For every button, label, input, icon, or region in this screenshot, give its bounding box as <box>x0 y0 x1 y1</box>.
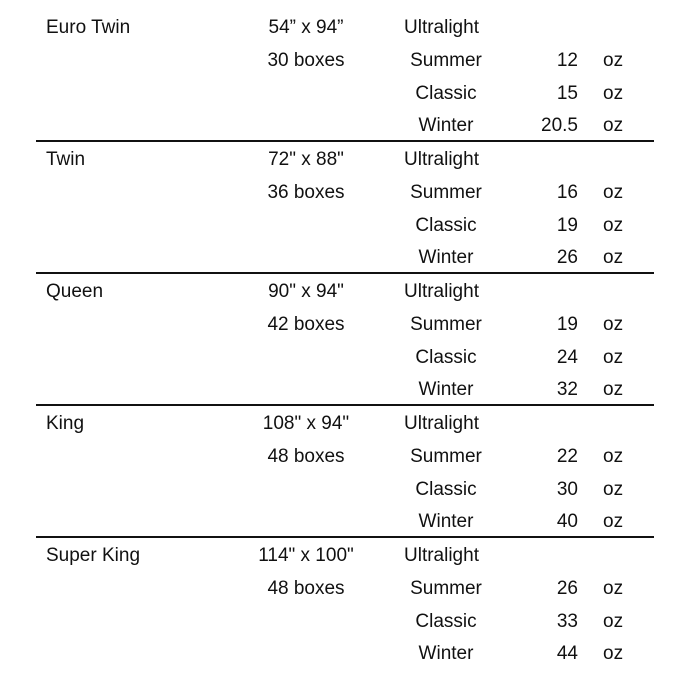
weight-name: Ultralight <box>404 17 479 38</box>
table-row <box>36 474 654 506</box>
weight-name: Ultralight <box>404 281 479 302</box>
weight-name: Classic <box>415 215 477 236</box>
table-row <box>36 242 654 274</box>
table-row <box>36 540 654 572</box>
weight-name: Ultralight <box>404 413 479 434</box>
weight-name: Summer <box>410 50 482 71</box>
weight-name: Classic <box>415 83 477 104</box>
weight-oz-value: 26 <box>556 578 578 599</box>
weight-oz-value: 12 <box>556 50 578 71</box>
table-row <box>36 110 654 142</box>
size-weight-table <box>36 10 654 670</box>
table-row <box>36 638 654 670</box>
weight-oz-unit: oz <box>603 611 624 632</box>
weight-oz-unit: oz <box>603 115 624 136</box>
size-name: Super King <box>46 545 141 566</box>
box-count: 30 boxes <box>267 50 345 71</box>
box-count: 36 boxes <box>267 182 345 203</box>
table-row <box>36 12 654 44</box>
box-count: 48 boxes <box>267 578 345 599</box>
weight-oz-value: 33 <box>556 611 578 632</box>
weight-name: Ultralight <box>404 149 479 170</box>
weight-oz-unit: oz <box>603 511 624 532</box>
weight-name: Winter <box>418 115 474 136</box>
weight-name: Summer <box>410 446 482 467</box>
weight-oz-value: 19 <box>556 314 578 335</box>
size-block-super-king <box>36 538 654 670</box>
table-row <box>36 374 654 406</box>
size-block-king <box>36 406 654 538</box>
weight-oz-unit: oz <box>603 578 624 599</box>
weight-oz-unit: oz <box>603 314 624 335</box>
weight-oz-value: 24 <box>556 347 578 368</box>
table-row <box>36 606 654 638</box>
weight-oz-unit: oz <box>603 182 624 203</box>
weight-name: Ultralight <box>404 545 479 566</box>
weight-oz-value: 30 <box>556 479 578 500</box>
dimensions: 114" x 100" <box>258 545 354 566</box>
size-block-queen <box>36 274 654 406</box>
table-row <box>36 506 654 538</box>
dimensions: 108" x 94" <box>262 413 350 434</box>
weight-oz-value: 19 <box>556 215 578 236</box>
weight-oz-unit: oz <box>603 379 624 400</box>
weight-name: Winter <box>418 511 474 532</box>
size-name: Queen <box>46 281 104 302</box>
weight-oz-unit: oz <box>603 643 624 664</box>
weight-name: Summer <box>410 182 482 203</box>
box-count: 48 boxes <box>267 446 345 467</box>
weight-name: Classic <box>415 479 477 500</box>
table-row <box>36 342 654 374</box>
weight-name: Classic <box>415 347 477 368</box>
weight-oz-unit: oz <box>603 347 624 368</box>
size-name: Twin <box>46 149 86 170</box>
table-row <box>36 45 654 77</box>
weight-oz-value: 32 <box>556 379 578 400</box>
table-row <box>36 309 654 341</box>
size-block-euro-twin <box>36 10 654 142</box>
weight-oz-unit: oz <box>603 83 624 104</box>
weight-name: Classic <box>415 611 477 632</box>
weight-oz-value: 20.5 <box>541 115 578 136</box>
dimensions: 90" x 94" <box>268 281 344 302</box>
weight-oz-unit: oz <box>603 479 624 500</box>
weight-oz-unit: oz <box>603 50 624 71</box>
weight-name: Winter <box>418 643 474 664</box>
table-row <box>36 210 654 242</box>
table-row <box>36 408 654 440</box>
weight-oz-unit: oz <box>603 446 624 467</box>
table-row <box>36 276 654 308</box>
weight-oz-value: 44 <box>556 643 578 664</box>
dimensions: 54” x 94” <box>268 17 344 38</box>
weight-oz-value: 40 <box>556 511 578 532</box>
box-count: 42 boxes <box>267 314 345 335</box>
weight-oz-value: 26 <box>556 247 578 268</box>
weight-oz-unit: oz <box>603 215 624 236</box>
weight-oz-unit: oz <box>603 247 624 268</box>
weight-name: Winter <box>418 379 474 400</box>
table-row <box>36 573 654 605</box>
weight-name: Winter <box>418 247 474 268</box>
dimensions: 72" x 88" <box>268 149 344 170</box>
weight-oz-value: 16 <box>556 182 578 203</box>
weight-oz-value: 22 <box>556 446 578 467</box>
size-name: King <box>46 413 85 434</box>
weight-oz-value: 15 <box>556 83 578 104</box>
table-row <box>36 177 654 209</box>
table-row <box>36 144 654 176</box>
size-name: Euro Twin <box>46 17 131 38</box>
table-row <box>36 78 654 110</box>
table-row <box>36 441 654 473</box>
weight-name: Summer <box>410 314 482 335</box>
weight-name: Summer <box>410 578 482 599</box>
size-block-twin <box>36 142 654 274</box>
